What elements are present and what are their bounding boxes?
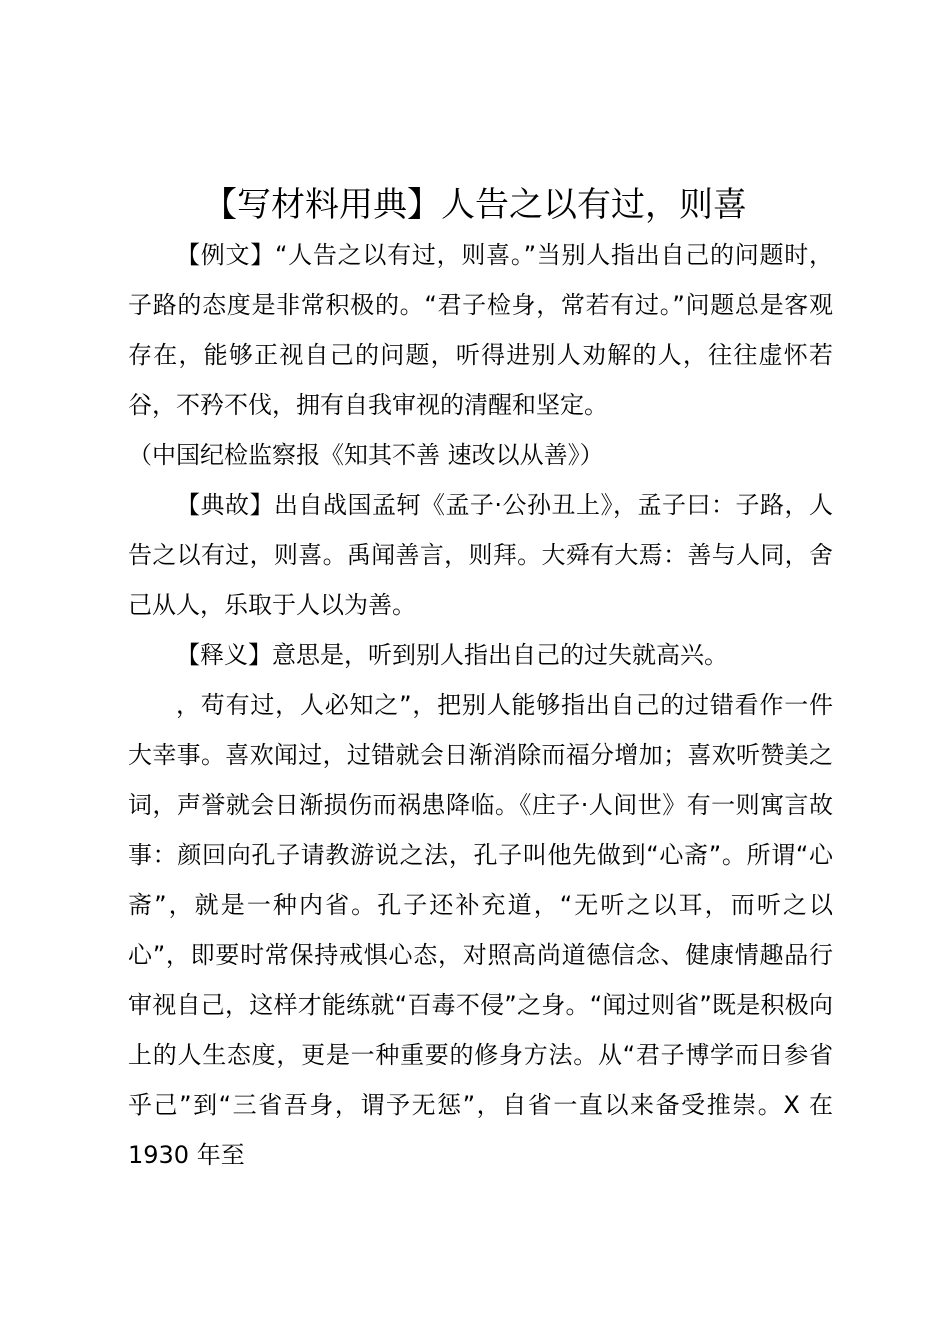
meaning-paragraph: 【释义】意思是，听到别人指出自己的过失就高兴。	[176, 641, 728, 669]
document-title: 【写材料用典】人告之以有过，则喜	[203, 185, 747, 225]
allusion-paragraph: 【典故】出自战国孟轲《孟子·公孙丑上》，孟子曰：子路，人告之以有过，则喜。禹闻善言，则拜。大舜有大焉：善与人同，舍己从人，乐取于人以为善。	[128, 491, 833, 619]
source-citation: （中国纪检监察报《知其不善 速改以从善》）	[128, 441, 604, 469]
document-body	[128, 230, 833, 1180]
commentary-paragraph: ，苟有过，人必知之”，把别人能够指出自己的过错看作一件大幸事。喜欢闻过，过错就会日渐消除而福分增加；喜欢听赞美之词，声誉就会日渐损伤而祸患降临。《庄子·人间世》有一则寓言故事：颜回向孔子请教游说之法，孔子叫他先做到“心斋”。所谓“心斋”，就是一种内省。孔子还补充道，“无听之以耳，而听之以心”，即要时常保持戒惧心态，对照高尚道德信念、健康情趣品行审视自己，这样才能练就“百毒不侵”之身。“闻过则省”既是积极向上的人生态度，更是一种重要的修身方法。从“君子博学而日参省乎己”到“三省吾身，谓予无惩”，自省一直以来备受推崇。X 在 1930 年至	[128, 691, 833, 1169]
example-paragraph: 【例文】“人告之以有过，则喜。”当别人指出自己的问题时，子路的态度是非常积极的。“君子检身，常若有过。”问题总是客观存在，能够正视自己的问题，听得进别人劝解的人，往往虚怀若谷，不矜不伐，拥有自我审视的清醒和坚定。	[128, 241, 833, 419]
